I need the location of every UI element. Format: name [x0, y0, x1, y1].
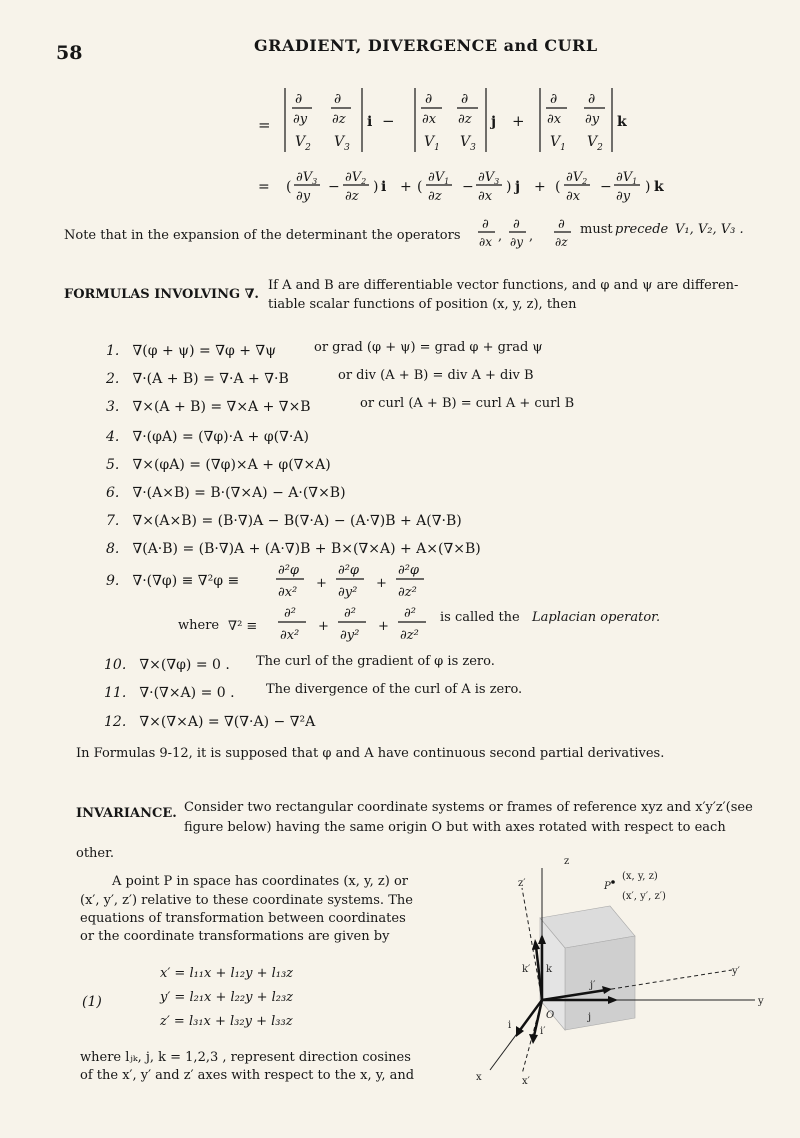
svg-text:−: −	[328, 179, 340, 195]
svg-text:∇² ≡: ∇² ≡	[228, 619, 258, 634]
svg-text:∂: ∂	[334, 91, 342, 107]
label-p-coords-prime: (x′, y′, z′)	[622, 891, 666, 902]
invariance-para-3: equations of transformation between coordinates	[80, 911, 406, 926]
svg-text:∂: ∂	[550, 91, 558, 107]
formula-item	[104, 654, 495, 673]
label-p: P	[604, 881, 611, 892]
formula-text: ∇·(A×B) = B·(∇×A) − A·(∇×B)	[132, 485, 346, 501]
laplacian-where: where	[178, 618, 220, 633]
svg-text:∂: ∂	[513, 217, 520, 232]
formula-text: ∇×(∇φ) = 0 .	[139, 657, 230, 673]
formula-number: 5.	[106, 457, 120, 473]
formula-number: 6.	[106, 485, 120, 501]
formula-text: ∇×(φA) = (∇φ)×A + φ(∇×A)	[132, 457, 331, 473]
formula-text: ∇×(A + B) = ∇×A + ∇×B	[132, 399, 311, 415]
svg-text:∂z: ∂z	[458, 112, 472, 127]
svg-text:∂²: ∂²	[344, 606, 356, 621]
formula-alt: The divergence of the curl of A is zero.	[266, 682, 523, 697]
box-front-face	[565, 936, 635, 1030]
invariance-heading: INVARIANCE.	[76, 806, 177, 821]
svg-text:∂: ∂	[482, 217, 489, 232]
formula-number: 4.	[106, 429, 120, 445]
svg-text:∂V2: $\partial V_2$	[566, 170, 588, 186]
label-z-prime: z′	[518, 878, 526, 889]
label-i-prime: i′	[540, 1026, 546, 1037]
svg-text:∂z: ∂z	[345, 189, 359, 204]
laplacian-name: Laplacian operator.	[532, 610, 661, 625]
svg-text:,: ,	[498, 229, 503, 244]
svg-text:V2: $V_2$	[295, 134, 311, 153]
svg-text:V3: $V_3$	[334, 134, 350, 153]
svg-text:∂z: ∂z	[428, 189, 442, 204]
formula-text: ∇·(∇×A) = 0 .	[139, 685, 235, 701]
svg-text:j: j	[515, 179, 521, 195]
svg-text:∂V1: $\partial V_1$	[616, 170, 638, 186]
formulas-intro-line2: tiable scalar functions of position (x, y, z), then	[268, 297, 577, 312]
svg-text:+: +	[400, 179, 412, 195]
invariance-para-1: A point P in space has coordinates (x, y, z) or	[112, 874, 408, 889]
svg-text:∂y: ∂y	[296, 189, 311, 204]
invariance-where-1: where lⱼₖ, j, k = 1,2,3 , represent direction cosines	[80, 1050, 411, 1065]
formula-alt: or grad (φ + ψ) = grad φ + grad ψ	[314, 340, 543, 355]
svg-text:∂y²: ∂y²	[340, 628, 360, 643]
svg-text:∂²: ∂²	[284, 606, 296, 621]
formula-number: 10.	[104, 657, 127, 673]
label-k: k	[546, 964, 553, 975]
label-i: i	[508, 1020, 512, 1031]
formula-number: 12.	[104, 714, 127, 730]
svg-text:(: (	[417, 179, 423, 195]
svg-text:∂: ∂	[558, 217, 565, 232]
formulas-heading: FORMULAS INVOLVING ∇.	[64, 287, 259, 302]
svg-text:∂: ∂	[295, 91, 303, 107]
label-x-prime: x′	[522, 1076, 530, 1087]
svg-text:+: +	[316, 576, 327, 591]
invariance-line2: figure below) having the same origin O but with axes rotated with respect to each	[184, 820, 726, 835]
formula-text: ∇·(∇φ) ≡ ∇²φ ≡	[132, 573, 240, 589]
label-z: z	[564, 856, 570, 867]
invariance-para-2: (x′, y′, z′) relative to these coordinate systems. The	[80, 893, 413, 908]
svg-text:+: +	[378, 619, 389, 634]
point-p	[611, 880, 615, 884]
svg-text:i: i	[381, 179, 387, 195]
coordinate-systems-figure	[470, 848, 780, 1088]
svg-text:k: k	[617, 114, 627, 130]
transform-eq-1: x′ = l₁₁x + l₁₂y + l₁₃z	[160, 966, 294, 981]
svg-text:∂y: ∂y	[293, 112, 308, 127]
formula-alt: or curl (A + B) = curl A + curl B	[360, 396, 575, 411]
svg-text:V1: $V_1$	[424, 134, 440, 153]
formula-alt: The curl of the gradient of φ is zero.	[256, 654, 495, 669]
label-o: O	[546, 1010, 555, 1021]
svg-text:+: +	[376, 576, 387, 591]
svg-text:∂: ∂	[588, 91, 596, 107]
invariance-line1: Consider two rectangular coordinate systems or frames of reference xyz and x′y′z′(see	[184, 800, 753, 815]
svg-text:): )	[645, 179, 651, 195]
formula-alt: or div (A + B) = div A + div B	[338, 368, 534, 383]
svg-text:∂: ∂	[461, 91, 469, 107]
svg-text:∂²φ: ∂²φ	[338, 563, 360, 578]
formula-number: 8.	[106, 541, 120, 557]
svg-text:∂z²: ∂z²	[398, 585, 417, 600]
label-j-prime: j′	[590, 980, 596, 991]
svg-text:∂V2: $\partial V_2$	[345, 170, 367, 186]
page-number: 58	[56, 42, 83, 64]
svg-text:∂x²: ∂x²	[280, 628, 300, 643]
operator-note-must: must	[580, 222, 613, 237]
formulas-intro-line1: If A and B are differentiable vector functions, and φ and ψ are differen-	[268, 278, 739, 293]
svg-text:∂V1: $\partial V_1$	[428, 170, 450, 186]
label-j: j	[588, 1012, 592, 1023]
formula-text: ∇(φ + ψ) = ∇φ + ∇ψ	[132, 343, 277, 359]
transform-eq-3: z′ = l₃₁x + l₃₂y + l₃₃z	[160, 1014, 293, 1029]
formula-number: 7.	[106, 513, 120, 529]
svg-text:i: i	[367, 114, 373, 130]
svg-text:∂z: ∂z	[332, 112, 346, 127]
svg-text:∂x: ∂x	[479, 235, 492, 249]
svg-text:∂y: ∂y	[585, 112, 600, 127]
transform-eq-2: y′ = l₂₁x + l₂₂y + l₂₃z	[160, 990, 294, 1005]
svg-text:+: +	[318, 619, 329, 634]
formula-item	[104, 711, 315, 730]
label-x: x	[476, 1072, 482, 1083]
svg-text:=: =	[258, 179, 270, 195]
svg-text:∂x²: ∂x²	[278, 585, 298, 600]
svg-text:∂²φ: ∂²φ	[398, 563, 420, 578]
svg-text:(: (	[555, 179, 561, 195]
laplacian-desc: is called the	[440, 610, 520, 625]
formula-number: 9.	[106, 573, 120, 589]
invariance-where-2: of the x′, y′ and z′ axes with respect to the x, y, and	[80, 1068, 415, 1083]
svg-text:V3: $V_3$	[460, 134, 476, 153]
equals-sign: =	[258, 116, 271, 134]
formula-text: ∇·(φA) = (∇φ)·A + φ(∇·A)	[132, 429, 309, 445]
svg-text:−: −	[600, 179, 612, 195]
svg-text:∂: ∂	[425, 91, 433, 107]
svg-text:(: (	[286, 179, 292, 195]
svg-text:+: +	[534, 179, 546, 195]
formula-text: ∇(A·B) = (B·∇)A + (A·∇)B + B×(∇×A) + A×(∇×B)	[132, 541, 481, 557]
svg-text:∂V3: $\partial V_3$	[478, 170, 500, 186]
formula-text: ∇×(∇×A) = ∇(∇·A) − ∇²A	[139, 714, 316, 730]
svg-text:∂²: ∂²	[404, 606, 416, 621]
formula-number: 11.	[104, 685, 127, 701]
invariance-line3: other.	[76, 846, 115, 861]
svg-text:,: ,	[529, 229, 534, 244]
page-title: GRADIENT, DIVERGENCE and CURL	[254, 36, 598, 55]
svg-text:j: j	[491, 114, 497, 130]
operator-note-precede: precede	[615, 222, 669, 237]
svg-text:∂x: ∂x	[566, 189, 581, 204]
svg-text:∂y: ∂y	[616, 189, 631, 204]
formula-text: ∇·(A + B) = ∇·A + ∇·B	[132, 371, 289, 387]
formula-text: ∇×(A×B) = (B·∇)A − B(∇·A) − (A·∇)B + A(∇·B)	[132, 513, 462, 529]
invariance-para-4: or the coordinate transformations are given by	[80, 929, 390, 944]
svg-text:V2: $V_2$	[587, 134, 603, 153]
formula-number: 3.	[106, 399, 120, 415]
svg-text:∂²φ: ∂²φ	[278, 563, 300, 578]
svg-text:k: k	[654, 179, 664, 195]
svg-text:−: −	[382, 112, 395, 130]
label-p-coords: (x, y, z)	[622, 871, 658, 882]
svg-text:): )	[506, 179, 512, 195]
svg-text:∂y²: ∂y²	[338, 585, 358, 600]
svg-text:∂x: ∂x	[422, 112, 437, 127]
label-k-prime: k′	[522, 964, 531, 975]
label-y: y	[758, 996, 764, 1007]
svg-text:): )	[373, 179, 379, 195]
formula-number: 1.	[106, 343, 120, 359]
label-y-prime: y′	[732, 966, 740, 977]
svg-text:+: +	[512, 112, 525, 130]
equation-label: (1)	[82, 994, 102, 1010]
svg-text:V1: $V_1$	[550, 134, 566, 153]
formula-number: 2.	[106, 371, 120, 387]
formulas-closing: In Formulas 9-12, it is supposed that φ and A have continuous second partial derivatives.	[76, 746, 665, 761]
operator-note-vars: V₁, V₂, V₃ .	[675, 222, 744, 237]
svg-text:∂z: ∂z	[555, 235, 568, 249]
formula-item	[104, 682, 523, 701]
operator-note: Note that in the expansion of the determinant the operators	[64, 228, 461, 243]
svg-text:∂x: ∂x	[547, 112, 562, 127]
svg-text:−: −	[462, 179, 474, 195]
svg-text:∂z²: ∂z²	[400, 628, 419, 643]
svg-text:∂y: ∂y	[510, 235, 523, 249]
svg-text:∂V3: $\partial V_3$	[296, 170, 318, 186]
svg-text:∂x: ∂x	[478, 189, 493, 204]
